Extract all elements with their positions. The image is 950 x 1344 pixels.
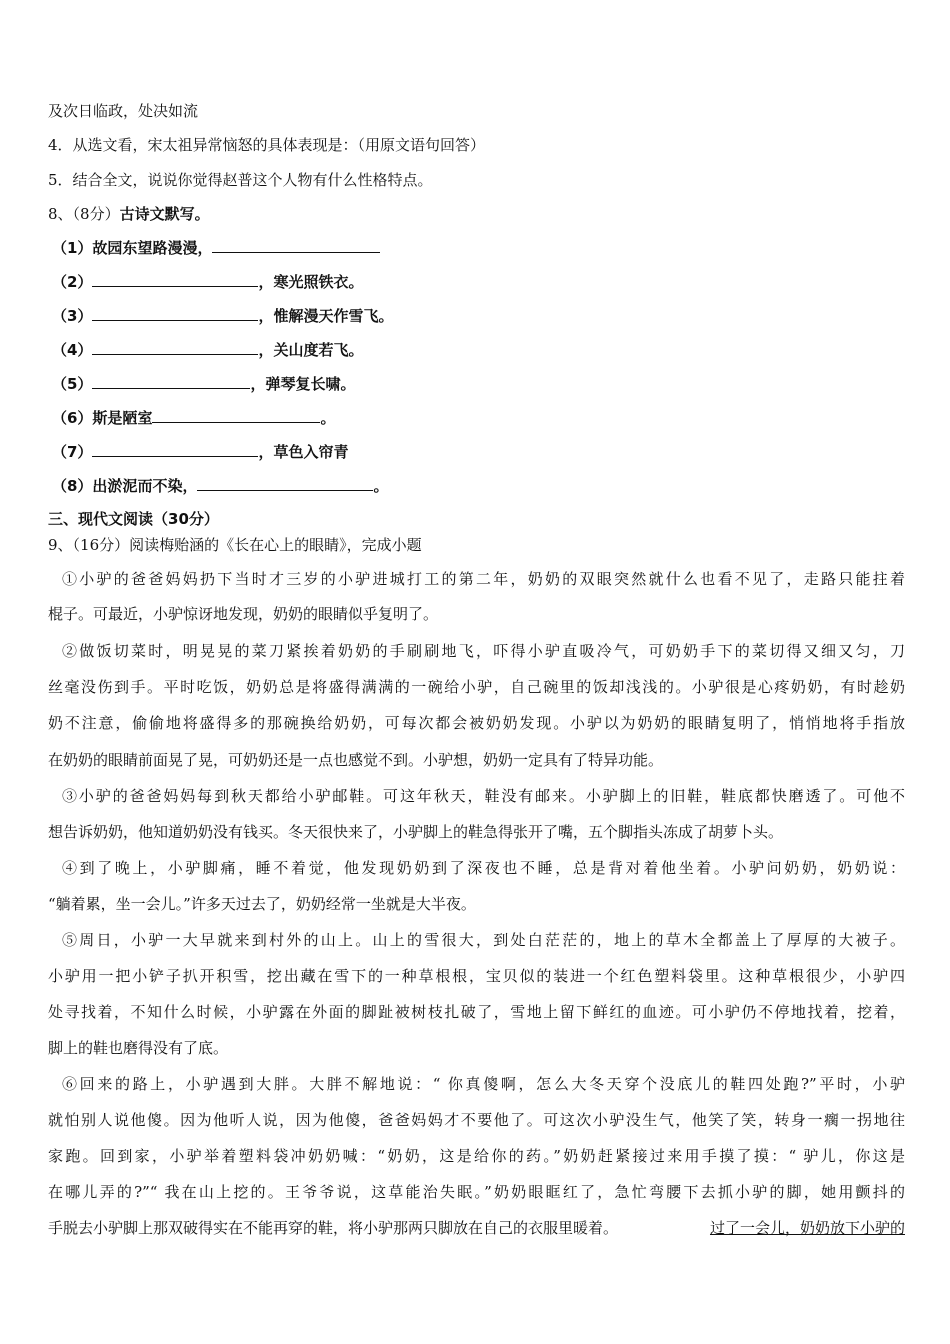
item-text: 。 (320, 409, 336, 427)
intro-line: 及次日临政，处决如流 (48, 102, 199, 120)
passage-line (48, 1218, 905, 1238)
recitation-item-2 (52, 272, 363, 292)
passage-line: 家跑。回到家，小驴举着塑料袋冲奶奶喊：“奶奶，这是给你的药。”奶奶赶紧接过来用手摸了摸：“ 驴儿，你这是 (48, 1147, 905, 1165)
item-text: ，草色入帘青 (258, 443, 349, 461)
recitation-item-8 (52, 476, 388, 496)
item-label: （4） (52, 341, 93, 359)
passage-line: 奶不注意，偷偷地将盛得多的那碗换给奶奶，可每次都会被奶奶发现。小驴以为奶奶的眼睛复明了，悄悄地将手指放 (48, 714, 905, 732)
item-text: ，寒光照铁衣。 (258, 273, 364, 291)
answer-blank[interactable] (92, 340, 258, 355)
section-3-heading: 三、现代文阅读（30分） (48, 510, 219, 528)
passage-line: 就怕别人说他傻。因为他听人说，因为他傻，爸爸妈妈才不要他了。可这次小驴没生气，他笑了笑，转身一瘸一拐地往 (48, 1111, 905, 1129)
passage-line: ①小驴的爸爸妈妈扔下当时才三岁的小驴进城打工的第二年，奶奶的双眼突然就什么也看不见了，走路只能拄着 (62, 570, 905, 588)
item-text: 。 (373, 477, 389, 495)
passage-line: 小驴用一把小铲子扒开积雪，挖出藏在雪下的一种草根根，宝贝似的装进一个红色塑料袋里。这种草根很少，小驴四 (48, 967, 905, 985)
passage-line: “躺着累，坐一会儿。”许多天过去了，奶奶经常一坐就是大半夜。 (48, 895, 476, 913)
item-label: （7） (52, 443, 93, 461)
passage-line: ④到了晚上，小驴脚痛，睡不着觉，他发现奶奶到了深夜也不睡，总是背对着他坐着。小驴问奶奶，奶奶说： (62, 859, 905, 877)
question-9: 9、（16分）阅读梅贻涵的《长在心上的眼睛》，完成小题 (48, 536, 422, 554)
passage-line: 棍子。可最近，小驴惊讶地发现，奶奶的眼睛似乎复明了。 (48, 605, 439, 623)
question-5: 5．结合全文，说说你觉得赵普这个人物有什么性格特点。 (48, 171, 433, 189)
question-8-number: 8、（8分） (48, 205, 120, 223)
item-label: （5） (52, 375, 93, 393)
passage-line: ②做饭切菜时，明晃晃的菜刀紧挨着奶奶的手刷刷地飞，吓得小驴直吸冷气，可奶奶手下的菜切得又细又匀，刀 (62, 642, 905, 660)
item-label: （6）斯是陋室 (52, 409, 153, 427)
item-label: （8）出淤泥而不染， (52, 477, 198, 495)
item-text: ，弹琴复长啸。 (250, 375, 356, 393)
question-8-title: 古诗文默写。 (119, 205, 210, 223)
item-label: （2） (52, 273, 93, 291)
question-8-heading (48, 204, 210, 224)
recitation-item-7 (52, 442, 348, 462)
underlined-sentence: 过了一会儿，奶奶放下小驴的 (709, 1219, 905, 1237)
item-text: ，关山度若飞。 (258, 341, 364, 359)
question-4: 4．从选文看，宋太祖异常恼怒的具体表现是：（用原文语句回答） (48, 136, 486, 154)
answer-blank[interactable] (92, 272, 258, 287)
passage-line: ③小驴的爸爸妈妈每到秋天都给小驴邮鞋。可这年秋天，鞋没有邮来。小驴脚上的旧鞋，鞋底都快磨透了。可他不 (62, 787, 905, 805)
passage-line: ⑤周日，小驴一大早就来到村外的山上。山上的雪很大，到处白茫茫的，地上的草木全都盖上了厚厚的大被子。 (62, 931, 905, 949)
passage-line: 在奶奶的眼睛前面晃了晃，可奶奶还是一点也感觉不到。小驴想，奶奶一定具有了特异功能。 (48, 751, 664, 769)
recitation-item-4 (52, 340, 363, 360)
passage-line: 在哪儿弄的?”“ 我在山上挖的。王爷爷说，这草能治失眠。”奶奶眼眶红了，急忙弯腰下去抓小驴的脚，她用颤抖的 (48, 1183, 905, 1201)
recitation-item-3 (52, 306, 393, 326)
passage-line: 脚上的鞋也磨得没有了底。 (48, 1039, 229, 1057)
item-text: ，惟解漫天作雪飞。 (258, 307, 394, 325)
item-label: （3） (52, 307, 93, 325)
answer-blank[interactable] (92, 306, 258, 321)
passage-line: ⑥回来的路上，小驴遇到大胖。大胖不解地说：“ 你真傻啊，怎么大冬天穿个没底儿的鞋四处跑?”平时，小驴 (62, 1075, 905, 1093)
answer-blank[interactable] (212, 238, 380, 253)
passage-line: 想告诉奶奶，他知道奶奶没有钱买。冬天很快来了，小驴脚上的鞋急得张开了嘴，五个脚指头冻成了胡萝卜头。 (48, 823, 784, 841)
recitation-item-5 (52, 374, 355, 394)
item-label: （1）故园东望路漫漫， (52, 239, 213, 257)
answer-blank[interactable] (152, 408, 320, 423)
recitation-item-1 (52, 238, 380, 258)
answer-blank[interactable] (92, 442, 258, 457)
recitation-item-6 (52, 408, 335, 428)
answer-blank[interactable] (92, 374, 250, 389)
passage-text: 手脱去小驴脚上那双破得实在不能再穿的鞋，将小驴那两只脚放在自己的衣服里暖着。 (48, 1219, 619, 1237)
passage-line: 丝毫没伤到手。平时吃饭，奶奶总是将盛得满满的一碗给小驴，自己碗里的饭却浅浅的。小驴很是心疼奶奶，有时趁奶 (48, 678, 905, 696)
passage-line: 处寻找着，不知什么时候，小驴露在外面的脚趾被树枝扎破了，雪地上留下鲜红的血迹。可小驴仍不停地找着，挖着， (48, 1003, 905, 1021)
answer-blank[interactable] (197, 476, 373, 491)
